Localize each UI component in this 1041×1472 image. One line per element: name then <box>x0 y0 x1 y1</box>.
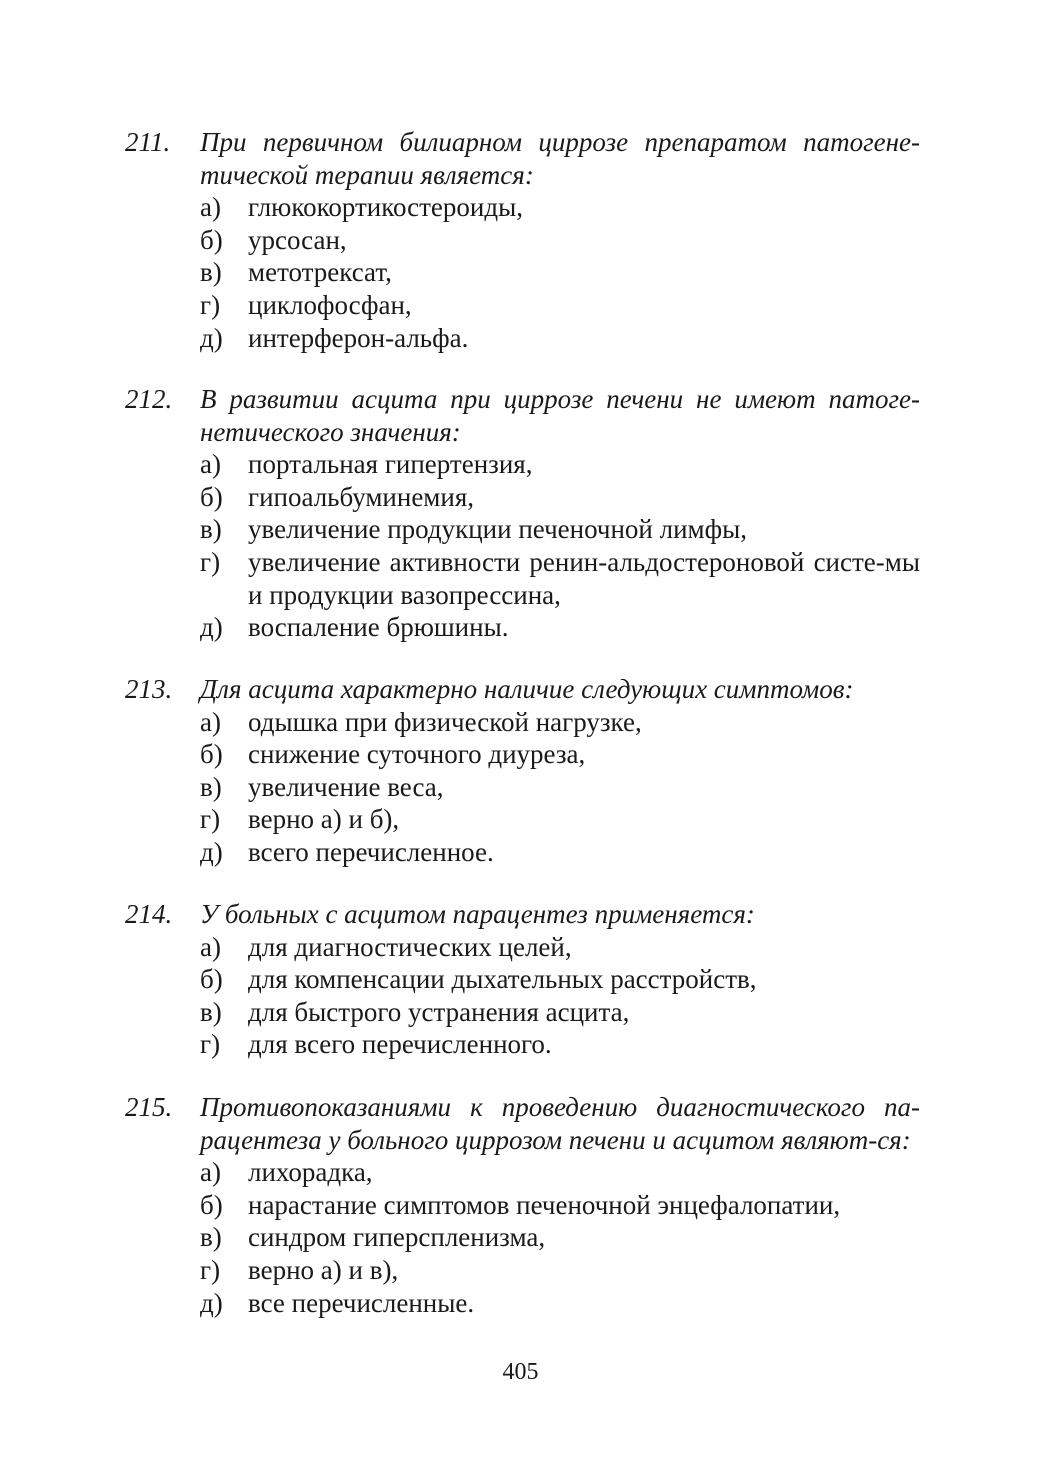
option-text: лихорадка, <box>248 1157 373 1188</box>
answer-option <box>125 931 920 964</box>
option-text: верно а) и б), <box>248 804 400 835</box>
answer-option <box>125 803 920 836</box>
option-text: урсосан, <box>248 224 347 255</box>
option-text: увеличение продукции печеночной лимфы, <box>248 514 748 545</box>
option-text: циклофосфан, <box>248 289 412 320</box>
answer-option <box>125 1254 920 1287</box>
option-letter: д) <box>200 836 223 867</box>
answer-option <box>125 738 920 771</box>
option-letter: д) <box>200 1287 223 1318</box>
answer-option <box>125 322 920 355</box>
option-letter: г) <box>200 1029 221 1060</box>
answer-option <box>125 836 920 869</box>
answer-option <box>125 224 920 257</box>
answer-option <box>125 963 920 996</box>
option-letter: г) <box>200 546 221 577</box>
option-letter: а) <box>200 931 221 962</box>
option-text: увеличение веса, <box>248 771 444 802</box>
question-number: 211. <box>125 127 171 157</box>
option-letter: б) <box>200 481 223 512</box>
option-letter: а) <box>200 449 221 480</box>
option-letter: в) <box>200 771 222 802</box>
option-text: интерферон-альфа. <box>248 322 469 353</box>
option-letter: б) <box>200 1189 223 1220</box>
question-text: Противопоказаниями к проведению диагностического па-рацентеза у больного циррозом печени и асцитом являют-ся: <box>200 1092 920 1155</box>
answer-option <box>125 191 920 224</box>
answer-option <box>125 1221 920 1254</box>
question-header <box>125 1091 920 1156</box>
option-text: воспаление брюшины. <box>248 612 509 643</box>
question-number: 213. <box>125 674 173 704</box>
option-letter: б) <box>200 739 223 770</box>
option-text: гипоальбуминемия, <box>248 481 475 512</box>
question-number: 215. <box>125 1092 173 1122</box>
option-letter: д) <box>200 612 223 643</box>
option-letter: в) <box>200 257 222 288</box>
question-text: При первичном билиарном циррозе препаратом патогене-тической терапии является: <box>200 127 920 190</box>
option-letter: д) <box>200 322 223 353</box>
question-212 <box>125 383 920 644</box>
question-211 <box>125 126 920 354</box>
answer-option <box>125 771 920 804</box>
option-text: верно а) и в), <box>248 1254 399 1285</box>
question-header <box>125 898 920 931</box>
option-letter: в) <box>200 514 222 545</box>
option-text: для диагностических целей, <box>248 931 572 962</box>
answer-option <box>125 1156 920 1189</box>
answer-option <box>125 1189 920 1222</box>
option-letter: а) <box>200 706 221 737</box>
option-text: все перечисленные. <box>248 1287 475 1318</box>
option-letter: а) <box>200 1157 221 1188</box>
option-letter: а) <box>200 192 221 223</box>
question-214 <box>125 898 920 1061</box>
option-text: для компенсации дыхательных расстройств, <box>248 964 757 995</box>
option-letter: б) <box>200 964 223 995</box>
option-letter: в) <box>200 996 222 1027</box>
answer-option <box>125 448 920 481</box>
answer-option <box>125 1287 920 1320</box>
option-text: увеличение активности ренин-альдостероновой систе-мы и продукции вазопрессина, <box>248 546 920 610</box>
option-letter: в) <box>200 1222 222 1253</box>
answer-option <box>125 256 920 289</box>
option-text: для быстрого устранения асцита, <box>248 996 630 1027</box>
option-text: одышка при физической нагрузке, <box>248 706 642 737</box>
option-letter: б) <box>200 224 223 255</box>
answer-option <box>125 1028 920 1061</box>
option-text: синдром гиперспленизма, <box>248 1222 546 1253</box>
option-letter: г) <box>200 804 221 835</box>
question-header <box>125 673 920 706</box>
question-header <box>125 383 920 448</box>
option-text: портальная гипертензия, <box>248 449 533 480</box>
question-number: 212. <box>125 384 173 414</box>
question-number: 214. <box>125 899 173 929</box>
answer-option <box>125 996 920 1029</box>
page-number: 405 <box>502 1359 539 1385</box>
question-text: В развитии асцита при циррозе печени не имеют патоге-нетического значения: <box>200 384 920 447</box>
answer-option <box>125 513 920 546</box>
option-text: нарастание симптомов печеночной энцефалопатии, <box>248 1189 841 1220</box>
option-text: для всего перечисленного. <box>248 1029 552 1060</box>
option-text: снижение суточного диуреза, <box>248 739 586 770</box>
question-213 <box>125 673 920 869</box>
question-text: У больных с асцитом парацентез применяется: <box>200 899 755 929</box>
option-text: всего перечисленное. <box>248 836 494 867</box>
option-text: метотрексат, <box>248 257 392 288</box>
answer-option <box>125 611 920 644</box>
answer-option <box>125 289 920 322</box>
question-215 <box>125 1091 920 1319</box>
answer-option <box>125 546 920 611</box>
option-letter: г) <box>200 1254 221 1285</box>
question-header <box>125 126 920 191</box>
option-letter: г) <box>200 289 221 320</box>
question-text: Для асцита характерно наличие следующих симптомов: <box>200 674 854 704</box>
answer-option <box>125 481 920 514</box>
option-text: глюкокортикостероиды, <box>248 192 523 223</box>
answer-option <box>125 706 920 739</box>
